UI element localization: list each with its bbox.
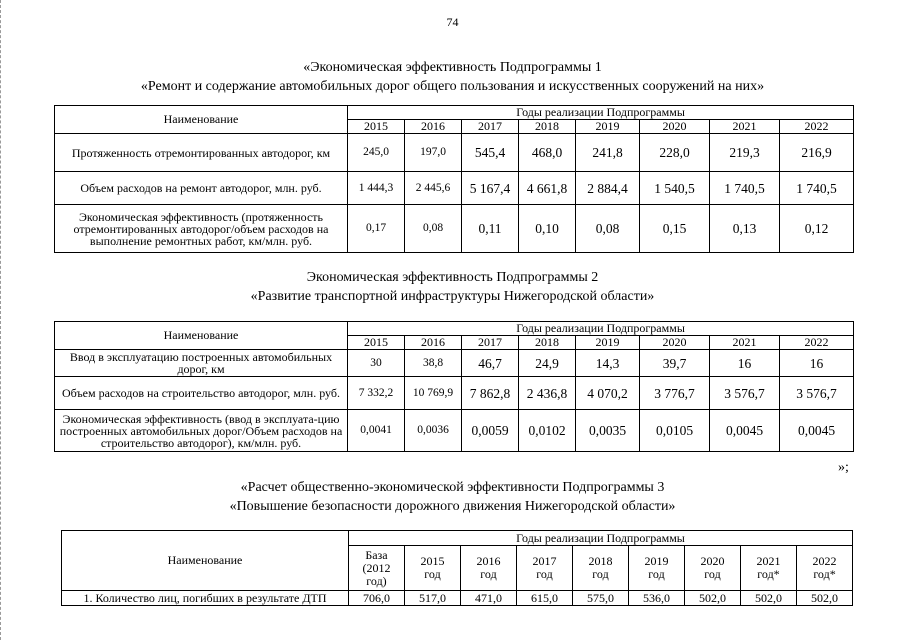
table-cell: 16 — [780, 350, 854, 377]
table-cell: 0,0059 — [462, 410, 519, 452]
table-subprogram2 — [54, 321, 854, 452]
table-cell: 1 540,5 — [640, 172, 710, 205]
table-cell: 14,3 — [576, 350, 640, 377]
table1-year: 2019 — [576, 120, 640, 134]
table-cell: 0,0035 — [576, 410, 640, 452]
page-number: 74 — [446, 15, 459, 29]
table-cell: 216,9 — [780, 134, 854, 172]
table-cell: 0,12 — [780, 205, 854, 253]
row-label: Объем расходов на ремонт автодорог, млн. руб. — [55, 172, 348, 205]
table-cell: 706,0 — [349, 591, 405, 606]
table-cell: 0,08 — [405, 205, 462, 253]
table-cell: 502,0 — [797, 591, 853, 606]
table-cell: 10 769,9 — [405, 377, 462, 410]
table2-year: 2018 — [519, 336, 576, 350]
column-header-line: год — [536, 567, 553, 581]
table-cell: 0,0036 — [405, 410, 462, 452]
table-cell: 502,0 — [741, 591, 797, 606]
table-cell: 0,0045 — [710, 410, 780, 452]
table-cell: 7 862,8 — [462, 377, 519, 410]
table2-years-header: Годы реализации Подпрограммы — [348, 322, 854, 336]
column-header-line: 2019 — [644, 554, 669, 568]
table2-year: 2021 — [710, 336, 780, 350]
section1-title-line1: «Экономическая эффективность Подпрограммы 1 — [303, 60, 602, 75]
column-header-line: 2016 — [476, 554, 501, 568]
table-cell: 517,0 — [405, 591, 461, 606]
table1-year: 2018 — [519, 120, 576, 134]
table-cell: 545,4 — [462, 134, 519, 172]
column-header-line: 2021 — [756, 554, 781, 568]
table-cell: 4 070,2 — [576, 377, 640, 410]
table-row — [62, 591, 853, 606]
table1-years-header: Годы реализации Подпрограммы — [348, 106, 854, 120]
table-cell: 502,0 — [685, 591, 741, 606]
scan-edge — [0, 0, 7, 640]
section3-title-line2: «Повышение безопасности дорожного движения Нижегородской области» — [229, 499, 676, 514]
table2-year: 2017 — [462, 336, 519, 350]
table-cell: 46,7 — [462, 350, 519, 377]
table-cell: 1 740,5 — [780, 172, 854, 205]
table-cell: 38,8 — [405, 350, 462, 377]
table1-year: 2017 — [462, 120, 519, 134]
section3-heading — [0, 478, 905, 516]
table1-name-header: Наименование — [55, 106, 348, 134]
table-cell: 24,9 — [519, 350, 576, 377]
table-cell: 0,10 — [519, 205, 576, 253]
table-cell: 30 — [348, 350, 405, 377]
table-cell: 471,0 — [461, 591, 517, 606]
table-cell: 0,13 — [710, 205, 780, 253]
table3-column-header — [685, 546, 741, 591]
column-header-line: год* — [757, 567, 780, 581]
table-cell: 0,0045 — [780, 410, 854, 452]
table2-year: 2020 — [640, 336, 710, 350]
table3-column-header — [797, 546, 853, 591]
table2-name-header: Наименование — [55, 322, 348, 350]
table-cell: 7 332,2 — [348, 377, 405, 410]
section2-heading — [0, 268, 905, 306]
table1-year: 2016 — [405, 120, 462, 134]
section1-title-line2: «Ремонт и содержание автомобильных дорог общего пользования и искусственных сооружений на них» — [140, 79, 765, 94]
table3-column-header — [405, 546, 461, 591]
table3-name-header: Наименование — [62, 531, 349, 591]
table-cell: 615,0 — [517, 591, 573, 606]
table-cell: 0,0102 — [519, 410, 576, 452]
column-header-line: год — [704, 567, 721, 581]
table3-column-header — [349, 546, 405, 591]
table1-year: 2020 — [640, 120, 710, 134]
table3-years-header: Годы реализации Подпрограммы — [349, 531, 853, 546]
table-cell: 0,08 — [576, 205, 640, 253]
table2-year: 2022 — [780, 336, 854, 350]
table3-column-header — [461, 546, 517, 591]
table3-column-header — [517, 546, 573, 591]
table-cell: 219,3 — [710, 134, 780, 172]
table-cell: 245,0 — [348, 134, 405, 172]
section2-title-line1: Экономическая эффективность Подпрограммы 2 — [306, 270, 599, 285]
section2-title-line2: «Развитие транспортной инфраструктуры Нижегородской области» — [250, 289, 655, 304]
row-label: Экономическая эффективность (протяженность отремонтированных автодорог/объем расходов на выполнение ремонтных работ, км/млн. руб. — [55, 205, 348, 253]
table-cell: 228,0 — [640, 134, 710, 172]
table-cell: 1 740,5 — [710, 172, 780, 205]
table-cell: 468,0 — [519, 134, 576, 172]
row-label: Протяженность отремонтированных автодорог, км — [55, 134, 348, 172]
table1-year: 2021 — [710, 120, 780, 134]
table-cell: 5 167,4 — [462, 172, 519, 205]
row-label: 1. Количество лиц, погибших в результате ДТП — [62, 591, 349, 606]
table-subprogram1 — [54, 105, 854, 253]
closing-quote: »; — [838, 460, 849, 475]
column-header-line: год) — [366, 573, 387, 588]
table1-year: 2015 — [348, 120, 405, 134]
row-label: Экономическая эффективность (ввод в эксплуата-цию построенных автомобильных дорог/Объем расходов на строительство автодорог), км/млн. руб. — [55, 410, 348, 452]
table2-year: 2019 — [576, 336, 640, 350]
table3-column-header — [741, 546, 797, 591]
section3-title-line1: «Расчет общественно-экономической эффективности Подпрограммы 3 — [240, 480, 665, 495]
column-header-line: 2022 — [812, 554, 837, 568]
table-cell: 197,0 — [405, 134, 462, 172]
table-cell: 2 884,4 — [576, 172, 640, 205]
table2-year: 2016 — [405, 336, 462, 350]
table-cell: 0,15 — [640, 205, 710, 253]
table3-column-header — [573, 546, 629, 591]
table-cell: 536,0 — [629, 591, 685, 606]
column-header-line: год — [424, 567, 441, 581]
table-row — [55, 410, 854, 452]
table-cell: 39,7 — [640, 350, 710, 377]
table1-year: 2022 — [780, 120, 854, 134]
table-cell: 3 776,7 — [640, 377, 710, 410]
column-header-line: 2015 — [420, 554, 445, 568]
table-cell: 2 436,8 — [519, 377, 576, 410]
table-row — [55, 172, 854, 205]
table2-year: 2015 — [348, 336, 405, 350]
table-cell: 3 576,7 — [780, 377, 854, 410]
column-header-line: год — [480, 567, 497, 581]
section1-heading — [0, 58, 905, 96]
column-header-line: 2020 — [700, 554, 725, 568]
table-cell: 4 661,8 — [519, 172, 576, 205]
table-cell: 0,0041 — [348, 410, 405, 452]
table-cell: 0,17 — [348, 205, 405, 253]
column-header-line: (2012 — [362, 560, 391, 575]
table-cell: 16 — [710, 350, 780, 377]
table3-column-header — [629, 546, 685, 591]
table-cell: 0,0105 — [640, 410, 710, 452]
column-header-line: 2018 — [588, 554, 613, 568]
table-cell: 2 445,6 — [405, 172, 462, 205]
row-label: Ввод в эксплуатацию построенных автомобильных дорог, км — [55, 350, 348, 377]
column-header-line: 2017 — [532, 554, 557, 568]
table-subprogram3 — [61, 530, 853, 606]
table-cell: 0,11 — [462, 205, 519, 253]
table-row — [55, 205, 854, 253]
row-label: Объем расходов на строительство автодорог, млн. руб. — [55, 377, 348, 410]
column-header-line: База — [365, 547, 388, 562]
column-header-line: год — [592, 567, 609, 581]
column-header-line: год* — [813, 567, 836, 581]
column-header-line: год — [648, 567, 665, 581]
table-cell: 575,0 — [573, 591, 629, 606]
table-row — [55, 377, 854, 410]
table-row — [55, 350, 854, 377]
table-cell: 241,8 — [576, 134, 640, 172]
table-cell: 3 576,7 — [710, 377, 780, 410]
table-row — [55, 134, 854, 172]
table-cell: 1 444,3 — [348, 172, 405, 205]
